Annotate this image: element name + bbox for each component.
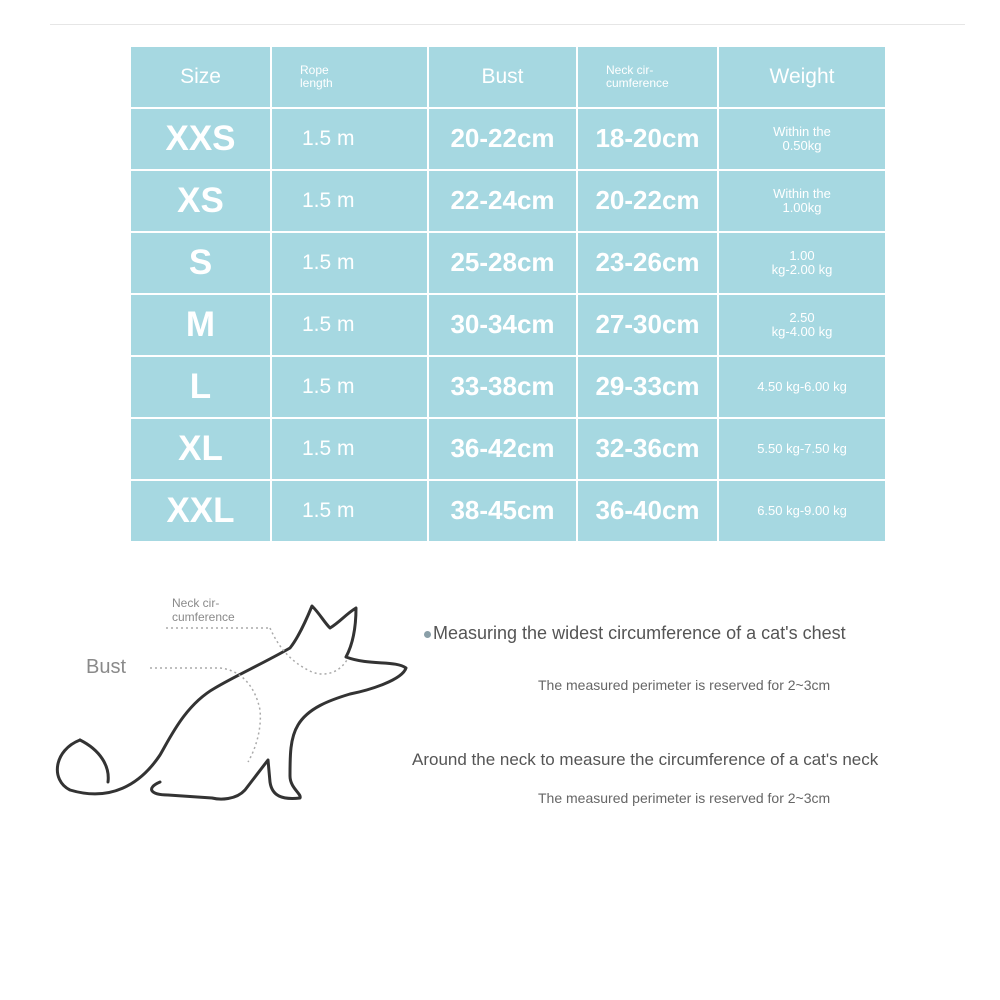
neck-cell: 23-26cm: [578, 233, 717, 293]
rope-cell: 1.5 m: [272, 109, 427, 169]
header-neck-circumference: Neck cir- cumference: [578, 47, 717, 107]
cat-tail-curve: [80, 740, 108, 782]
neck-cell: 29-33cm: [578, 357, 717, 417]
bust-cell: 22-24cm: [429, 171, 576, 231]
weight-cell: Within the 0.50kg: [719, 109, 885, 169]
chest-instruction-text: Measuring the widest circumference of a cat's chest: [433, 623, 846, 643]
rope-cell: 1.5 m: [272, 481, 427, 541]
bust-cell: 36-42cm: [429, 419, 576, 479]
size-chart-table: [131, 47, 883, 544]
rope-cell: 1.5 m: [272, 171, 427, 231]
header-bust: Bust: [429, 47, 576, 107]
header-size: Size: [131, 47, 270, 107]
size-cell: M: [131, 295, 270, 355]
neck-cell: 18-20cm: [578, 109, 717, 169]
cat-measurement-diagram: [50, 590, 410, 810]
neck-cell: 32-36cm: [578, 419, 717, 479]
neck-instruction: Around the neck to measure the circumference of a cat's neck: [412, 750, 879, 769]
neck-cell: 20-22cm: [578, 171, 717, 231]
weight-cell: 6.50 kg-9.00 kg: [719, 481, 885, 541]
bust-cell: 25-28cm: [429, 233, 576, 293]
chest-reserve-note: The measured perimeter is reserved for 2~3cm: [538, 677, 831, 693]
bust-label: Bust: [86, 656, 127, 678]
bust-cell: 30-34cm: [429, 295, 576, 355]
weight-cell: 4.50 kg-6.00 kg: [719, 357, 885, 417]
size-cell: L: [131, 357, 270, 417]
neck-cell: 27-30cm: [578, 295, 717, 355]
header-weight: Weight: [719, 47, 885, 107]
rope-cell: 1.5 m: [272, 419, 427, 479]
weight-cell: 5.50 kg-7.50 kg: [719, 419, 885, 479]
rope-cell: 1.5 m: [272, 233, 427, 293]
cat-outline: [57, 606, 406, 799]
neck-label: Neck cir- cumference: [172, 596, 235, 625]
size-cell: XXL: [131, 481, 270, 541]
header-rope-length: Rope length: [272, 47, 427, 107]
rope-cell: 1.5 m: [272, 357, 427, 417]
bust-cell: 20-22cm: [429, 109, 576, 169]
bust-cell: 33-38cm: [429, 357, 576, 417]
rope-cell: 1.5 m: [272, 295, 427, 355]
top-divider: [50, 24, 965, 25]
bust-cell: 38-45cm: [429, 481, 576, 541]
size-cell: S: [131, 233, 270, 293]
neck-reserve-note: The measured perimeter is reserved for 2~3cm: [538, 790, 831, 806]
neck-cell: 36-40cm: [578, 481, 717, 541]
size-cell: XXS: [131, 109, 270, 169]
chest-instruction: [424, 623, 846, 644]
weight-cell: 1.00 kg-2.00 kg: [719, 233, 885, 293]
weight-cell: 2.50 kg-4.00 kg: [719, 295, 885, 355]
weight-cell: Within the 1.00kg: [719, 171, 885, 231]
size-cell: XS: [131, 171, 270, 231]
size-cell: XL: [131, 419, 270, 479]
bullet-dot-icon: [424, 631, 431, 638]
